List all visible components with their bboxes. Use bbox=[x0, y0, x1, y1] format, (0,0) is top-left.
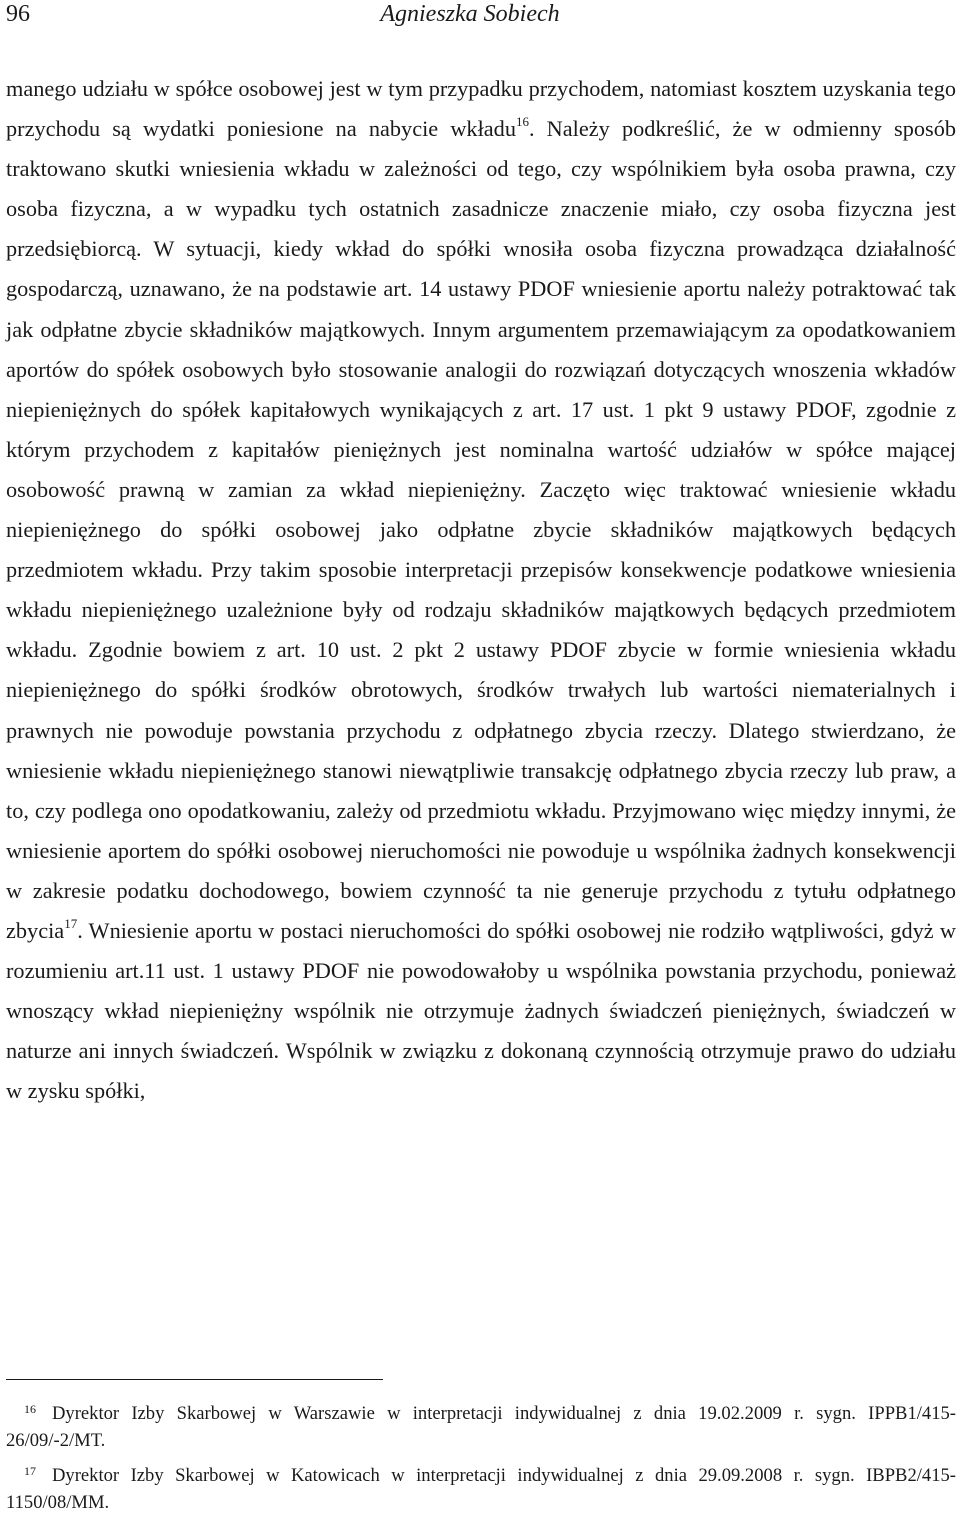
body-paragraph bbox=[6, 69, 956, 1111]
page-number: 96 bbox=[6, 1, 30, 27]
footnote-text: Dyrektor Izby Skarbowej w Katowicach w interpretacji indywidualnej z dnia 29.09.2008 r. sygn. IBPB2/415-1150/08/MM. bbox=[6, 1465, 956, 1513]
page-header bbox=[6, 0, 954, 30]
body-text-part-2: . Należy podkreślić, że w odmienny sposób traktowano skutki wniesienia wkładu w zależności od tego, czy wspólnikiem była osoba prawna, czy osoba fizyczna, a w wypadku tych ostatnich zasadnicze znaczenie miało, czy osoba fizyczna jest przedsiębiorcą. W sytuacji, kiedy wkład do spółki wnosiła osoba fizyczna prowadząca działalność gospodarczą, uznawano, że na podstawie art. 14 ustawy PDOF wniesienie aportu należy potraktować tak jak odpłatne zbycie składników majątkowych. Innym argumentem przemawiającym za opodatkowaniem aportów do spółek osobowych było stosowanie analogii do rozwiązań dotyczących wnoszenia wkładów niepieniężnych do spółek kapitałowych wynikających z art. 17 ust. 1 pkt 9 ustawy PDOF, zgodnie z którym przychodem z kapitałów pieniężnych jest nominalna wartość udziałów w spółce mającej osobowość prawną w zamian za wkład niepieniężny. Zaczęto więc traktować wniesienie wkładu niepieniężnego do spółki osobowej jako odpłatne zbycie składników majątkowych będących przedmiotem wkładu. Przy takim sposobie interpretacji przepisów konsekwencje podatkowe wniesienia wkładu niepieniężnego uzależnione były od rodzaju składników majątkowych będących przedmiotem wkładu. Zgodnie bowiem z art. 10 ust. 2 pkt 2 ustawy PDOF zbycie w formie wniesienia wkładu niepieniężnego do spółki środków obrotowych, środków trwałych lub wartości niematerialnych i prawnych nie powoduje powstania przychodu z odpłatnego zbycia rzeczy. Dlatego stwierdzano, że wniesienie wkładu niepieniężnego stanowi niewątpliwie transakcję odpłatnego zbycia rzeczy lub praw, a to, czy podlega ono opodatkowaniu, zależy od przedmiotu wkładu. Przyjmowano więc między innymi, że wniesienie aportem do spółki osobowej nieruchomości nie powoduje u wspólnika żadnych konsekwencji w zakresie podatku dochodowego, bowiem czynność ta nie generuje przychodu z tytułu odpłatnego zbycia bbox=[6, 116, 956, 943]
footnote-16: 16 Dyrektor Izby Skarbowej w Warszawie w interpretacji indywidualnej z dnia 19.02.2009 r. sygn. IPPB1/415-26/09/-2/MT. bbox=[6, 1402, 956, 1451]
footnote-17: 17 Dyrektor Izby Skarbowej w Katowicach w interpretacji indywidualnej z dnia 29.09.2008 r. sygn. IBPB2/415-1150/08/MM. bbox=[6, 1464, 956, 1513]
footnote-reference-16[interactable]: 16 bbox=[515, 113, 529, 129]
footnote-text: Dyrektor Izby Skarbowej w Warszawie w interpretacji indywidualnej z dnia 19.02.2009 r. sygn. IPPB1/415-26/09/-2/MT. bbox=[6, 1403, 956, 1451]
footnote-reference-17[interactable]: 17 bbox=[64, 915, 78, 931]
running-head-author: Agnieszka Sobiech bbox=[380, 1, 560, 27]
footnotes-section bbox=[6, 1400, 956, 1524]
footnote-separator bbox=[6, 1379, 383, 1380]
body-text-part-1: manego udziału w spółce osobowej jest w tym przypadku przychodem, natomiast kosztem uzyskania tego przychodu są wydatki poniesione na nabycie wkładu bbox=[6, 76, 956, 142]
body-text-part-3: . Wniesienie aportu w postaci nieruchomości do spółki osobowej nie rodziło wątpliwości, gdyż w rozumieniu art.11 ust. 1 ustawy PDOF nie powodowałoby u wspólnika powstania przychodu, ponieważ wnoszący wkład niepieniężny wspólnik nie otrzymuje żadnych świadczeń pieniężnych, świadczeń w naturze ani innych świadczeń. Wspólnik w związku z dokonaną czynnością otrzymuje prawo do udziału w zysku spółki, bbox=[6, 917, 956, 1104]
